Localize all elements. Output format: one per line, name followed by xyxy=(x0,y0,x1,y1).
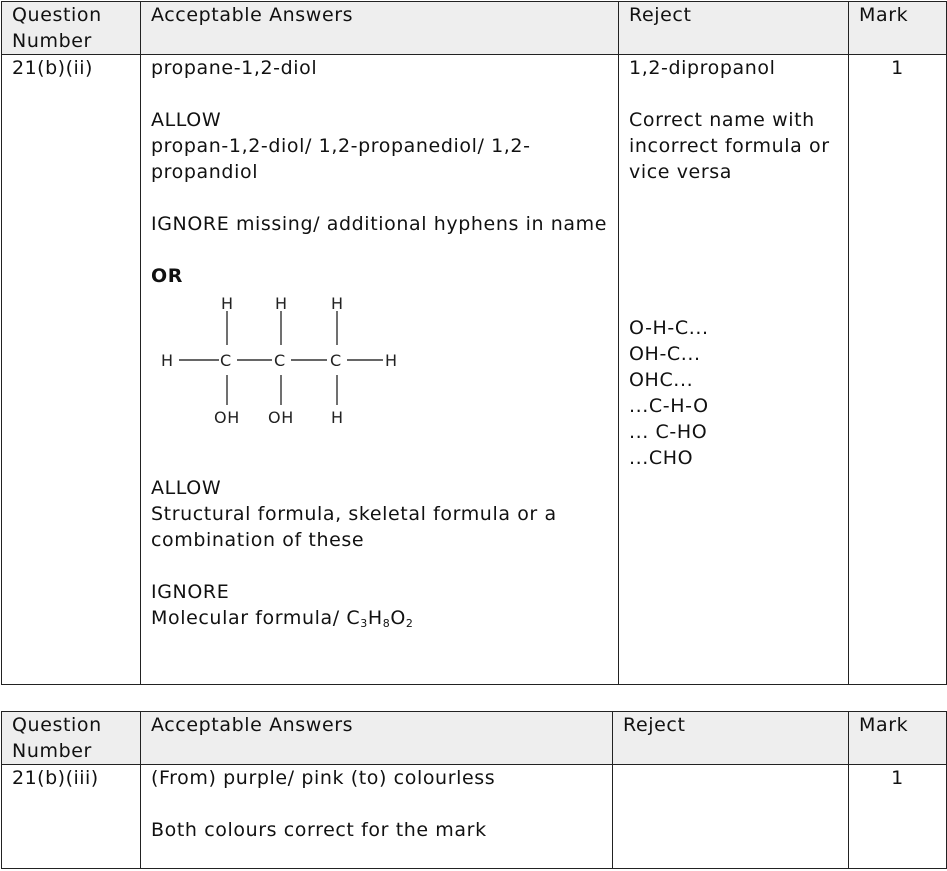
mark-scheme-table-21b-ii xyxy=(1,1,947,685)
atom-h-bottom: H xyxy=(331,408,344,427)
answer-main: (From) purple/ pink (to) colourless xyxy=(151,767,496,789)
or-label: OR xyxy=(151,265,183,287)
atom-c-2: C xyxy=(274,351,286,370)
answer-note: Both colours correct for the mark xyxy=(151,819,487,841)
molecular-formula: $C_3H_8O_2$ xyxy=(346,607,414,630)
allow-text-2: Structural formula, skeletal formula or a combination of these xyxy=(151,503,557,551)
ignore-label-2: IGNORE xyxy=(151,581,230,603)
header-mark: Mark xyxy=(849,2,947,55)
header-reject: Reject xyxy=(613,712,849,765)
header-question-number: Question Number xyxy=(2,2,141,55)
atom-oh-2: OH xyxy=(268,408,294,427)
table-row xyxy=(2,55,947,685)
header-acceptable-answers: Acceptable Answers xyxy=(141,2,619,55)
header-question-number: Question Number xyxy=(2,712,141,765)
mark-value: 1 xyxy=(849,765,947,869)
atom-h-top-2: H xyxy=(275,295,288,313)
question-number: 21(b)(ii) xyxy=(2,55,141,685)
reject-formula: OH-C... xyxy=(629,343,701,365)
ignore-text: IGNORE missing/ additional hyphens in name xyxy=(151,213,608,235)
reject-name: 1,2-dipropanol xyxy=(629,57,776,79)
atom-h-top-3: H xyxy=(331,295,344,313)
atom-c-1: C xyxy=(220,351,232,370)
reject-text: Correct name with incorrect formula or vice versa xyxy=(629,109,830,183)
reject-formula: ...CHO xyxy=(629,447,694,469)
acceptable-answers-cell xyxy=(141,55,619,685)
table-row xyxy=(2,765,947,869)
atom-c-3: C xyxy=(330,351,342,370)
allow-label-2: ALLOW xyxy=(151,477,222,499)
answer-main: propane-1,2-diol xyxy=(151,57,318,79)
header-reject: Reject xyxy=(619,2,849,55)
table-header-row xyxy=(2,2,947,55)
atom-h-left: H xyxy=(161,351,174,370)
propane-diol-structure-diagram xyxy=(155,295,405,431)
table-header-row xyxy=(2,712,947,765)
allow-text: propan-1,2-diol/ 1,2-propanediol/ 1,2-propandiol xyxy=(151,135,531,183)
reject-formula: OHC... xyxy=(629,369,694,391)
atom-h-top-1: H xyxy=(221,295,234,313)
mark-scheme-table-21b-iii xyxy=(1,711,947,869)
atom-oh-1: OH xyxy=(214,408,240,427)
reject-formula: O-H-C... xyxy=(629,317,709,339)
reject-formula: ...C-H-O xyxy=(629,395,709,417)
allow-label: ALLOW xyxy=(151,109,222,131)
mark-value: 1 xyxy=(849,55,947,685)
header-mark: Mark xyxy=(849,712,947,765)
header-acceptable-answers: Acceptable Answers xyxy=(141,712,613,765)
atom-h-right: H xyxy=(385,351,398,370)
reject-cell xyxy=(613,765,849,869)
reject-cell xyxy=(619,55,849,685)
reject-formula: ... C-HO xyxy=(629,421,708,443)
question-number: 21(b)(iii) xyxy=(2,765,141,869)
ignore-text-2: Molecular formula/ $C_3H_8O_2$ xyxy=(151,607,414,630)
acceptable-answers-cell xyxy=(141,765,613,869)
